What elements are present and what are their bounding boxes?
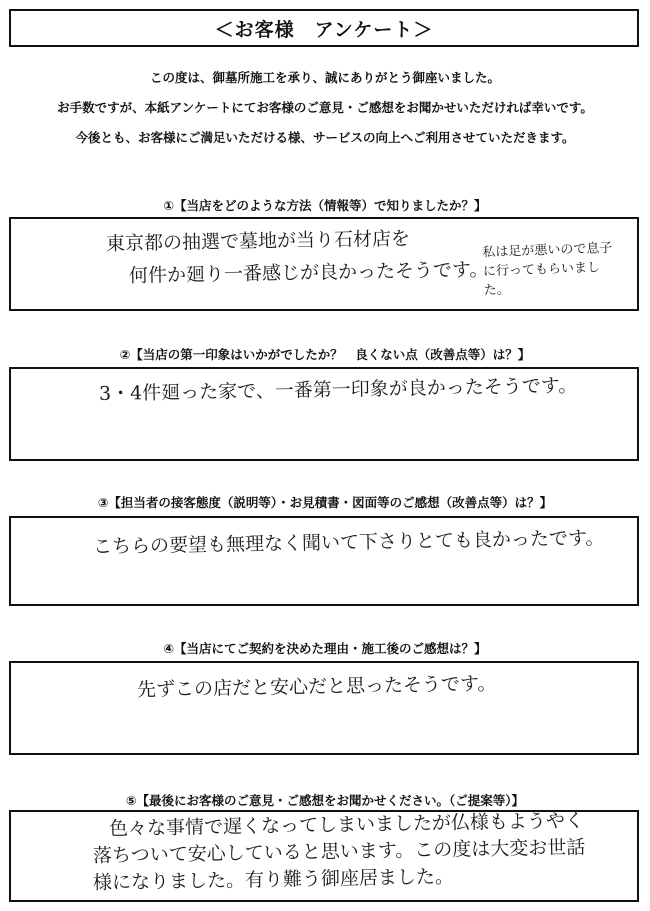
question-1-side-note: 私は足が悪いので息子に行ってもらいました。 [482, 240, 613, 299]
intro-line-2: お手数ですが、本紙アンケートにてお客様のご意見・ご感想をお聞かせいただければ幸いです。 [57, 100, 593, 115]
question-5-answer-line-3: 様になりました。有り難う御座居ました。 [92, 865, 455, 894]
question-1-label: ①【当店をどのような方法（情報等）で知りましたか？】 [163, 198, 487, 213]
question-3-label: ③【担当者の接客態度（説明等）・お見積書・図面等のご感想（改善点等）は？】 [97, 495, 553, 510]
intro-line-1: この度は、御墓所施工を承り、誠にありがとう御座いました。 [149, 70, 500, 85]
question-2-label: ②【当店の第一印象はいかがでしたか？ 良くない点（改善点等）は？】 [119, 347, 531, 362]
question-5-label: ⑤【最後にお客様のご意見・ご感想をお聞かせください。（ご提案等）】 [125, 793, 525, 808]
question-2-answer-box [9, 367, 639, 461]
question-3-answer-line-1: こちらの要望も無理なく聞いて下さりとても良かったです。 [92, 527, 605, 558]
question-1-answer-line-2: 何件か廻り一番感じが良かったそうです。 [128, 258, 489, 287]
intro-line-3: 今後とも、お客様にご満足いただける様、サービスの向上へご利用させていただきます。 [75, 130, 575, 145]
question-4-label: ④【当店にてご契約を決めた理由・施工後のご感想は？】 [163, 641, 487, 656]
question-1-answer-line-1: 東京都の抽選で墓地が当り石材店を [105, 227, 411, 255]
question-4-answer-line-1: 先ずこの店だと安心だと思ったそうです。 [136, 672, 497, 701]
survey-title: ＜お客様 アンケート＞ [9, 9, 639, 47]
question-5-answer-line-1: 色々な事情で遅くなってしまいましたが仏様もようやく [108, 809, 585, 840]
question-4-answer-box [9, 661, 639, 755]
question-5-answer-box [9, 810, 639, 902]
question-2-answer-line-1: 3・4件廻った家で、一番第一印象が良かったそうです。 [98, 374, 578, 405]
question-1-answer-box [9, 217, 639, 311]
question-5-answer-line-2: 落ちついて安心していると思います。この度は大変お世話 [92, 836, 586, 867]
question-3-answer-box [9, 516, 639, 606]
